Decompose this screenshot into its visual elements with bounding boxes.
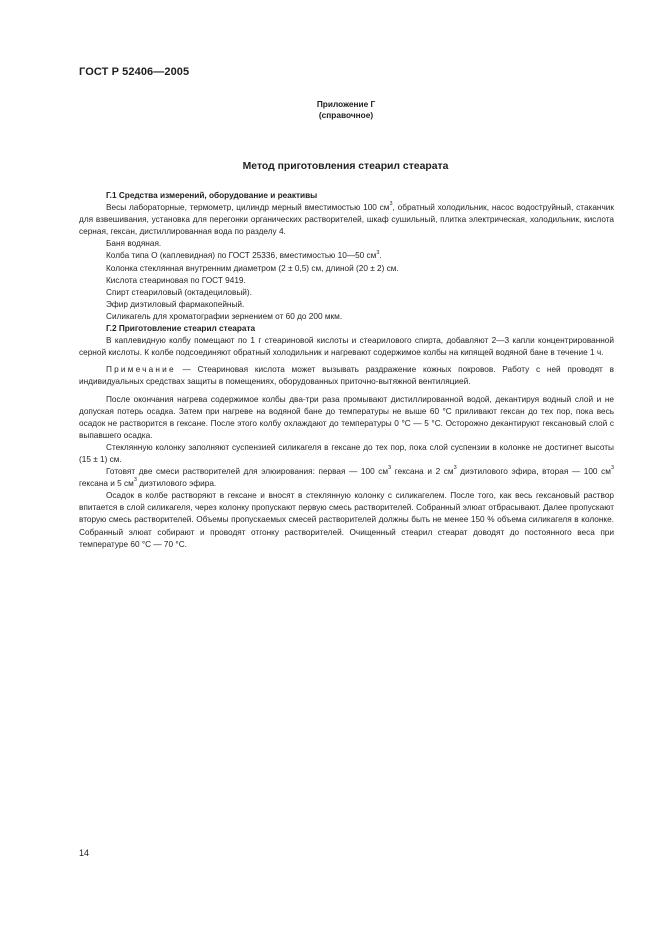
paragraph: Стеклянную колонку заполняют суспензией силикагеля в гексане до тех пор, пока слой суспензии в колонке не достигнет высоты (15 ± 1) см. — [79, 442, 614, 464]
document-body — [79, 190, 614, 551]
section-heading-g1: Г.1 Средства измерений, оборудование и реактивы — [106, 191, 318, 200]
paragraph-equipment: Весы лабораторные, термометр, цилиндр мерный вместимостью 100 $см^3$, обратный холодильник, насос водоструйный, стаканчик для взвешивания, установка для перегонки органических растворителей, шкаф сушильный, плитка электрическая, холодильник, кислота серная, гексан, дистиллированная вода по разделу 4. — [79, 201, 614, 237]
document-code: ГОСТ Р 52406—2005 — [79, 66, 190, 78]
page-number: 14 — [79, 848, 90, 858]
note: Примечание — Стеариновая кислота может вызывать раздражение кожных покровов. Работу с ней проводят в индивидуальных средствах защиты в помещениях, оборудованных приточно-вытяжной вентиляцией. — [79, 365, 614, 387]
list-item: Силикагель для хроматографии зернением от 60 до 200 мкм. — [106, 311, 343, 321]
paragraph: В каплевидную колбу помещают по 1 г стеариновой кислоты и стеарилового спирта, добавляют 2—3 капли концентрированной серной кислоты. К колбе подсоединяют обратный холодильник и нагревают содержимое колбы на кипящей водяной бане в течение 1 ч. — [79, 336, 614, 358]
list-item: Спирт стеариловый (октадециловый). — [106, 287, 252, 297]
section-heading-g2: Г.2 Приготовление стеарил стеарата — [106, 324, 256, 334]
list-item: Колба типа О (каплевидная) по ГОСТ 25336, вместимостью 10—50 $см^3$. — [106, 249, 382, 261]
list-item: Эфир диэтиловый фармакопейный. — [106, 299, 245, 309]
paragraph: После окончания нагрева содержимое колбы два-три раза промывают дистиллированной водой, декантируя водный слой и не допуская потерь осадка. Затем при нагреве на водяной бане до температуры не выше 60 °С приливают гексан до тех пор, пока весь осадок не растворится в гексане. После этого колбу охлаждают до температуры 0 °С — 5 °С. Осторожно декантируют гексановый слой с выпавшего осадка. — [79, 394, 614, 440]
paragraph-eluent: Готовят две смеси растворителей для элюирования: первая — 100 $см^3$ гексана и 2 $см^3$ диэтилового эфира, вторая — 100 $см^3$ гексана и 5 $см^3$ диэтилового эфира. — [79, 465, 614, 489]
list-item: Кислота стеариновая по ГОСТ 9419. — [106, 275, 246, 285]
appendix-type: (справочное) — [318, 110, 374, 120]
appendix-name: Приложение Г — [316, 99, 376, 109]
note-label: Примечание — [106, 365, 176, 375]
page-title: Метод приготовления стеарил стеарата — [242, 161, 449, 172]
list-item: Колонка стеклянная внутренним диаметром (2 ± 0,5) см, длиной (20 ± 2) см. — [106, 263, 399, 273]
paragraph: Осадок в колбе растворяют в гексане и вносят в стеклянную колонку с силикагелем. После того, как весь гексановый раствор впитается в слой силикагеля, через колонку пропускают первую смесь растворителей. Собранный элюат отбрасывают. Далее пропускают вторую смесь растворителей. Объемы пропускаемых смесей растворителей должны быть не менее 150 % объема силикагеля в колонке. Собранный элюат собирают и проводят отгонку растворителей. Очищенный стеарил стеарат доводят до постоянного веса при температуре 60 °С — 70 °С. — [79, 491, 614, 549]
appendix-header — [300, 99, 392, 121]
list-item: Баня водяная. — [106, 239, 162, 249]
